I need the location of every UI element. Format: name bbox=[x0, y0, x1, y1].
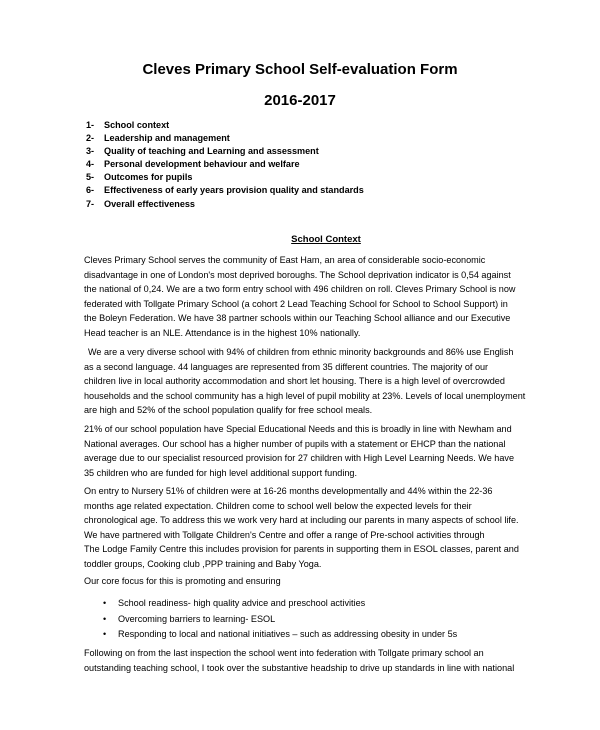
focus-bullets bbox=[100, 596, 457, 643]
paragraph-line: On entry to Nursery 51% of children were at 16-26 months developmentally and 44% within the 22-36 bbox=[84, 486, 493, 496]
contents-item bbox=[86, 119, 364, 132]
paragraph-line: outstanding teaching school, I took over the substantive headship to drive up standards in line with national bbox=[84, 662, 515, 673]
paragraph-line: households and the school community has a high level of pupil mobility at 23%. Levels of local unemployment bbox=[84, 390, 526, 401]
paragraph-nursery bbox=[84, 484, 564, 572]
contents-item bbox=[86, 158, 364, 171]
contents-item-number: 7- bbox=[86, 198, 95, 209]
paragraph-line: chronological age. To address this we work very hard at including our parents in many aspects of school life. bbox=[84, 515, 519, 526]
focus-bullet-text: School readiness- high quality advice and preschool activities bbox=[118, 598, 366, 608]
paragraph-line: We have partnered with Tollgate Children's Centre and offer a range of Pre-school activities through bbox=[84, 529, 485, 540]
paragraph-line: federated with Tollgate Primary School (a cohort 2 Lead Teaching School for School to School Support) in bbox=[84, 298, 508, 309]
paragraph-line: We are a very diverse school with 94% of children from ethnic minority backgrounds and 86% use English bbox=[88, 347, 514, 357]
bullet-icon: • bbox=[103, 598, 107, 608]
paragraph-line: 21% of our school population have Special Educational Needs and this is broadly in line with Newham and bbox=[84, 424, 512, 434]
contents-item-number: 1- bbox=[86, 120, 95, 130]
paragraph-line: disadvantage in one of London's most deprived boroughs. The School deprivation indicator is 0,54 against bbox=[84, 269, 511, 280]
section-heading: School Context bbox=[291, 234, 361, 245]
paragraph-line: the Boleyn Federation. We have 38 partner schools within our Teaching School alliance and our Executive bbox=[84, 313, 511, 324]
document-year: 2016-2017 bbox=[264, 92, 336, 109]
focus-bullet-item bbox=[100, 612, 457, 628]
contents-list bbox=[86, 119, 364, 211]
paragraph-context bbox=[84, 253, 564, 341]
document-title: Cleves Primary School Self-evaluation Form bbox=[142, 61, 458, 78]
contents-item-label: Personal development behaviour and welfare bbox=[104, 159, 300, 170]
contents-item bbox=[86, 132, 364, 145]
contents-item-number: 2- bbox=[86, 133, 95, 144]
bullet-icon: • bbox=[103, 629, 107, 639]
paragraph-line: National averages. Our school has a higher number of pupils with a statement or EHCP than the national bbox=[84, 438, 506, 449]
focus-bullet-item bbox=[100, 627, 457, 643]
contents-item-label: School context bbox=[104, 120, 170, 130]
contents-item-number: 5- bbox=[86, 172, 95, 183]
contents-item bbox=[86, 198, 364, 211]
paragraph-line: Head teacher is an NLE. Attendance is in the highest 10% nationally. bbox=[84, 327, 361, 338]
contents-item-label: Quality of teaching and Learning and assessment bbox=[104, 146, 319, 157]
paragraph-line: children live in local authority accommodation and short let housing. There is a high level of overcrowded bbox=[84, 376, 505, 387]
paragraph-line: are high and 52% of the school population qualify for free school meals. bbox=[84, 405, 373, 416]
contents-item bbox=[86, 184, 364, 197]
paragraph-line: The Lodge Family Centre this includes provision for parents in supporting them in ESOL classes, parent and bbox=[84, 544, 519, 555]
contents-item bbox=[86, 145, 364, 158]
paragraph-line: as a second language. 44 languages are represented from 35 different countries. The majority of our bbox=[84, 361, 489, 372]
contents-item bbox=[86, 171, 364, 184]
paragraph-line: Cleves Primary School serves the community of East Ham, an area of considerable socio-economic bbox=[84, 255, 486, 265]
contents-item-number: 3- bbox=[86, 146, 95, 157]
focus-bullet-text: Overcoming barriers to learning- ESOL bbox=[118, 613, 276, 624]
paragraph-line: toddler groups, Cooking club ,PPP training and Baby Yoga. bbox=[84, 558, 322, 569]
paragraph-sen bbox=[84, 422, 564, 480]
contents-item-label: Outcomes for pupils bbox=[104, 172, 193, 183]
paragraph-line: 35 children who are funded for high level additional support funding. bbox=[84, 467, 357, 478]
paragraph-line: the national of 0,24. We are a two form entry school with 496 children on roll. Cleves Primary School is now bbox=[84, 284, 516, 295]
focus-bullet-text: Responding to local and national initiatives – such as addressing obesity in under 5s bbox=[118, 629, 458, 639]
focus-bullet-item bbox=[100, 596, 457, 612]
contents-item-number: 6- bbox=[86, 185, 95, 196]
paragraph-line: months age related expectation. Children come to school well below the expected levels for their bbox=[84, 500, 472, 511]
contents-item-label: Effectiveness of early years provision quality and standards bbox=[104, 185, 364, 196]
paragraph-focus-intro bbox=[84, 574, 564, 589]
contents-item-number: 4- bbox=[86, 159, 95, 170]
paragraph-line: Following on from the last inspection the school went into federation with Tollgate primary school an bbox=[84, 648, 484, 658]
paragraph-line: Our core focus for this is promoting and ensuring bbox=[84, 576, 281, 586]
paragraph-line: average due to our specialist resourced provision for 27 children with High Level Learning Needs. We have bbox=[84, 453, 515, 464]
bullet-icon: • bbox=[103, 613, 107, 624]
contents-item-label: Leadership and management bbox=[104, 133, 230, 144]
contents-item-label: Overall effectiveness bbox=[104, 198, 195, 209]
paragraph-inspection bbox=[84, 646, 564, 675]
paragraph-diversity bbox=[84, 345, 564, 418]
